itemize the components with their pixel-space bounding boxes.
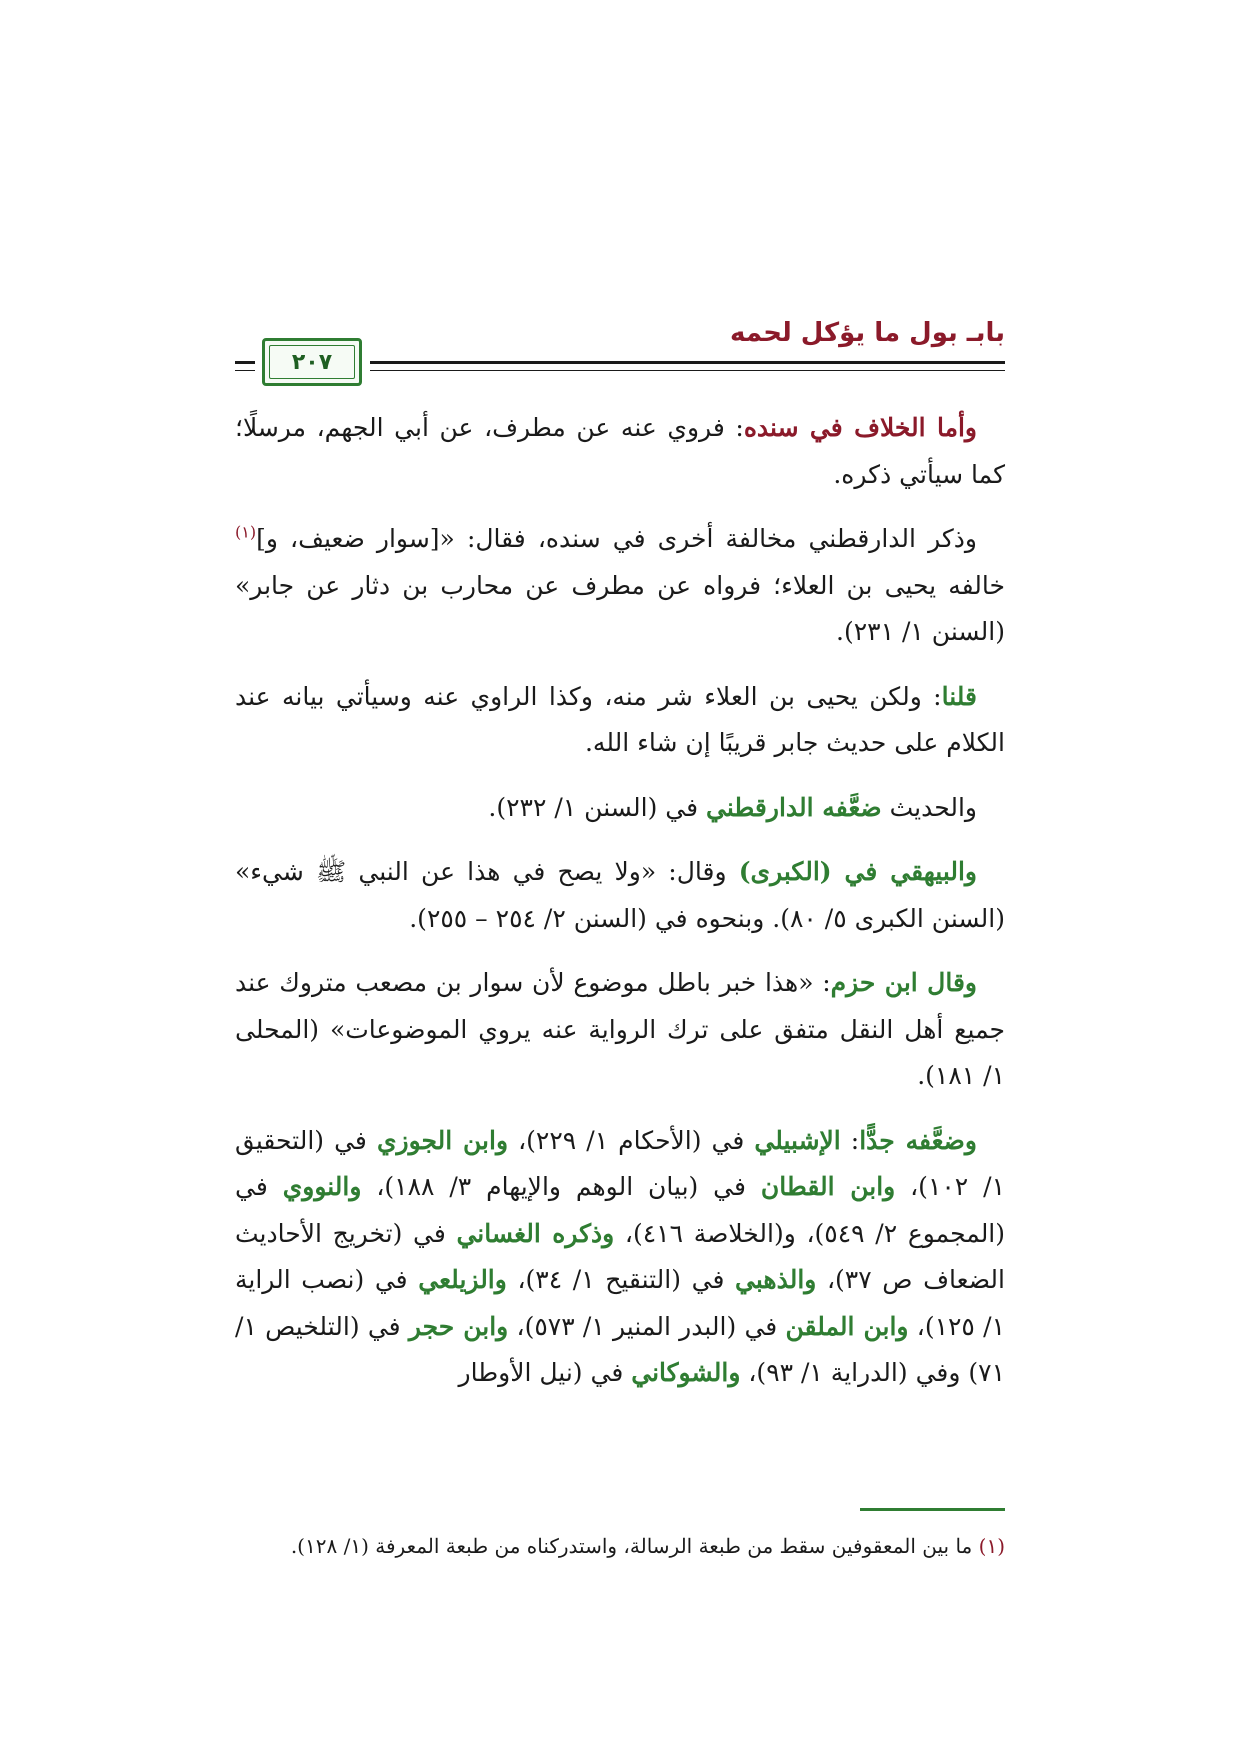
highlight-green: والذهبي (735, 1265, 817, 1294)
paragraph-text: في (السنن ١/ ٢٣٢). (488, 792, 707, 822)
paragraph (235, 785, 1005, 832)
footnote-number: (١) (978, 1534, 1005, 1558)
paragraph-text: : ولكن يحيى بن العلاء شر منه، وكذا الراوي عنه وسيأتي بيانه عند الكلام على حديث جابر قريبًا إن شاء الله. (235, 681, 1005, 757)
highlight-green: وابن حجر (408, 1311, 509, 1341)
paragraph-text: في (بيان الوهم والإيهام ٣/ ١٨٨)، (361, 1172, 761, 1201)
paragraph-text: في (التنقيح ١/ ٣٤)، (506, 1265, 736, 1294)
paragraph-text: في (الأحكام ١/ ٢٢٩)، (508, 1125, 755, 1155)
paragraph (235, 674, 1005, 767)
header-rule (370, 361, 1005, 371)
paragraph-text: وذكر الدارقطني مخالفة أخرى في سنده، فقال: «[سوار ضعيف، و] (256, 524, 977, 553)
footnote-text: ما بين المعقوفين سقط من طبعة الرسالة، واستدركناه من طبعة المعرفة (١/ ١٢٨). (290, 1534, 979, 1558)
highlight-green: وذكره الغساني (456, 1218, 615, 1248)
paragraph-text: في (التلخيص ١/ ٧١) وفي (الدراية ١/ ٩٣)، (235, 1311, 1005, 1387)
paragraph-text: خالفه يحيى بن العلاء؛ فرواه عن مطرف عن محارب بن دثار عن جابر» (السنن ١/ ٢٣١). (235, 570, 1005, 646)
highlight-green: وابن الملقن (785, 1311, 909, 1341)
highlight-green: والزيلعي (418, 1265, 507, 1294)
paragraph (235, 516, 1005, 656)
paragraph-text: في (البدر المنير ١/ ٥٧٣)، (508, 1311, 786, 1341)
paragraph (235, 849, 1005, 942)
footnote-reference[interactable]: (١) (235, 522, 257, 542)
footnote-divider (860, 1508, 1005, 1511)
header-rule-left (235, 361, 255, 371)
page-number-frame (262, 338, 362, 386)
paragraph-text: : فروي عنه عن مطرف، عن أبي الجهم، مرسلًا؛ كما سيأتي ذكره. (235, 413, 1005, 489)
highlight-green: وقال ابن حزم (830, 968, 977, 997)
highlight-green: وابن القطان (760, 1172, 896, 1201)
page-number: ٢٠٧ (291, 349, 333, 375)
highlight-green: وضعَّفه جدًّا (859, 1125, 977, 1155)
paragraph (235, 960, 1005, 1100)
highlight-green: وابن الجوزي (376, 1125, 509, 1155)
paragraph-text: وقال: «ولا يصح في هذا عن النبي ﷺ شيء» (السنن الكبرى ٥/ ٨٠). وبنحوه في (السنن ٢/ ٢٥٤ – ٢٥٥). (235, 857, 1005, 933)
paragraph-text: في (تخريج الأحاديث الضعاف ص ٣٧)، (235, 1218, 1005, 1294)
paragraph-text: في (المجموع ٢/ ٥٤٩)، و(الخلاصة ٤١٦)، (235, 1172, 1006, 1248)
highlight-green: قلنا (941, 681, 977, 711)
highlight-red: وأما الخلاف في سنده (743, 413, 977, 442)
highlight-green: ضعَّفه الدارقطني (706, 792, 882, 822)
paragraph-text: في (نيل الأوطار (458, 1358, 632, 1387)
paragraph (235, 405, 1005, 498)
highlight-green: والبيهقي في (الكبرى) (738, 857, 977, 886)
highlight-green: والشوكاني (631, 1358, 741, 1387)
chapter-title: بابـ بول ما يؤكل لحمه (730, 318, 1005, 348)
footnote (235, 1530, 1005, 1562)
paragraph-text: : (840, 1125, 860, 1155)
paragraph-text: : «هذا خبر باطل موضوع لأن سوار بن مصعب متروك عند جميع أهل النقل متفق على ترك الرواية عنه يروي الموضوعات» (المحلى ١/ ١٨١). (235, 968, 1005, 1090)
page-header (235, 318, 1005, 388)
highlight-green: والنووي (282, 1172, 362, 1201)
paragraph-text: في (نصب الراية ١/ ١٢٥)، (235, 1265, 1005, 1341)
highlight-green: الإشبيلي (754, 1125, 841, 1155)
main-text (235, 405, 1005, 1415)
paragraph (235, 1118, 1005, 1397)
paragraph-text: في (التحقيق ١/ ١٠٢)، (235, 1125, 1005, 1201)
paragraph-text: والحديث (881, 792, 977, 822)
